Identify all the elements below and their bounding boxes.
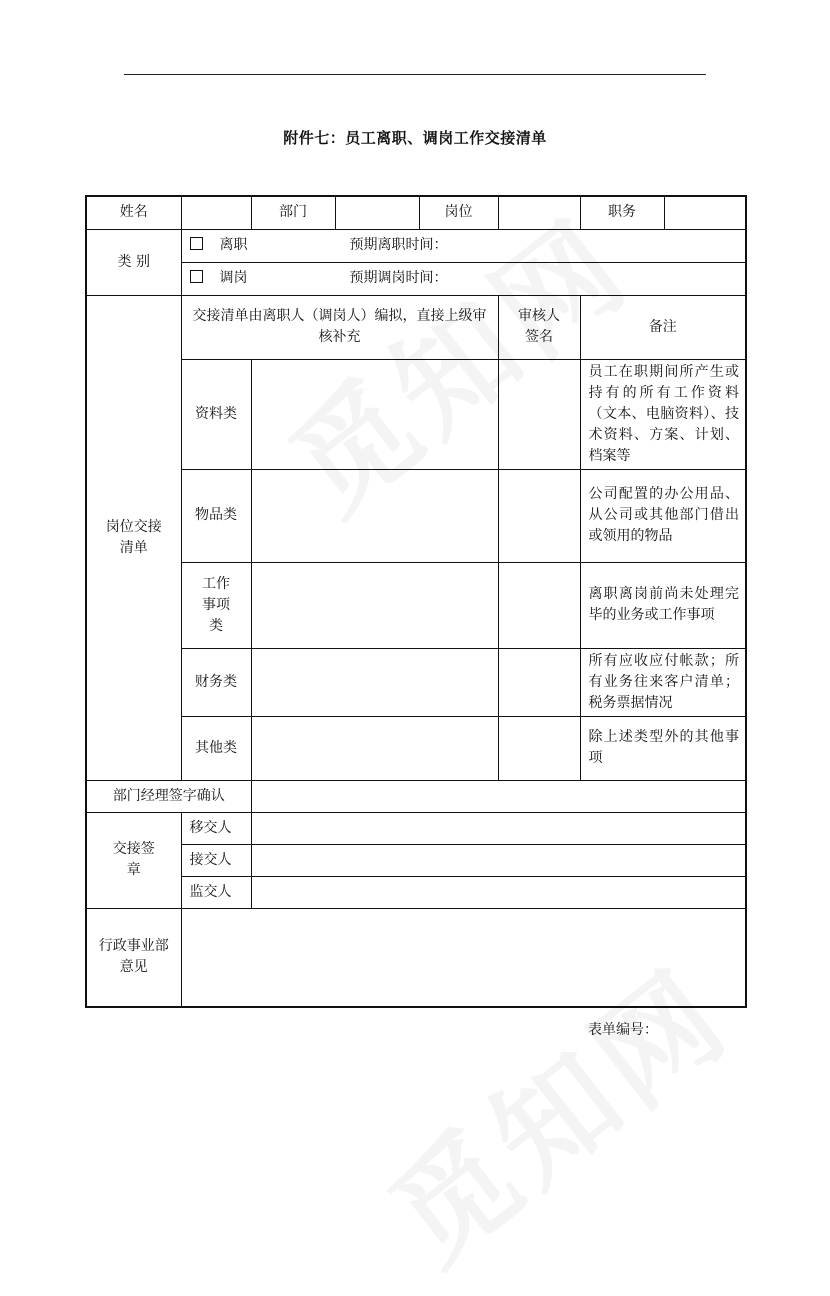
admin-opinion-label: 行政事业部意见 [86, 908, 181, 1007]
materials-reviewer-cell[interactable] [498, 359, 580, 469]
finance-remark: 所有应收应付帐款；所有业务往来客户清单；税务票据情况 [580, 648, 746, 716]
category-other: 其他类 [181, 716, 251, 780]
sign-supervisor-label: 监交人 [181, 876, 251, 908]
handover-form-table [85, 195, 747, 1008]
category-materials: 资料类 [181, 359, 251, 469]
manager-confirm-label: 部门经理签字确认 [86, 780, 251, 812]
duty-field[interactable] [664, 196, 746, 229]
header-rule [124, 74, 706, 75]
category-items: 物品类 [181, 469, 251, 562]
document-title: 附件七：员工离职、调岗工作交接清单 [283, 129, 547, 147]
other-reviewer-cell[interactable] [498, 716, 580, 780]
sign-supervisor-field[interactable] [251, 876, 746, 908]
work-matters-reviewer-cell[interactable] [498, 562, 580, 648]
items-reviewer-cell[interactable] [498, 469, 580, 562]
transfer-option-label: 调岗 [219, 270, 248, 286]
transfer-time-label: 预期调岗时间： [349, 270, 448, 286]
handover-section-label: 岗位交接清单 [86, 295, 181, 780]
category-label: 类 别 [86, 229, 181, 295]
duty-label: 职务 [580, 196, 664, 229]
transfer-checkbox[interactable] [190, 270, 203, 283]
post-field[interactable] [498, 196, 580, 229]
work-matters-remark: 离职离岗前尚未处理完毕的业务或工作事项 [580, 562, 746, 648]
name-label: 姓名 [86, 196, 181, 229]
other-remark: 除上述类型外的其他事项 [580, 716, 746, 780]
post-label: 岗位 [419, 196, 498, 229]
other-content-cell[interactable] [251, 716, 498, 780]
items-remark: 公司配置的办公用品、从公司或其他部门借出或领用的物品 [580, 469, 746, 562]
dept-label: 部门 [251, 196, 335, 229]
category-option-resign [181, 229, 746, 262]
sign-handover-person-field[interactable] [251, 812, 746, 844]
reviewer-header: 审核人签名 [498, 295, 580, 359]
category-finance: 财务类 [181, 648, 251, 716]
finance-reviewer-cell[interactable] [498, 648, 580, 716]
finance-content-cell[interactable] [251, 648, 498, 716]
manager-confirm-field[interactable] [251, 780, 746, 812]
sign-section-label: 交接签章 [86, 812, 181, 908]
category-work-matters: 工作事项类 [181, 562, 251, 648]
work-matters-content-cell[interactable] [251, 562, 498, 648]
admin-opinion-field[interactable] [181, 908, 746, 1007]
sign-handover-person-label: 移交人 [181, 812, 251, 844]
category-option-transfer [181, 262, 746, 295]
resign-checkbox[interactable] [190, 237, 203, 250]
materials-content-cell[interactable] [251, 359, 498, 469]
items-content-cell[interactable] [251, 469, 498, 562]
name-field[interactable] [181, 196, 251, 229]
materials-remark: 员工在职期间所产生或持有的所有工作资料（文本、电脑资料）、技术资料、方案、计划、档案等 [580, 359, 746, 469]
remark-header: 备注 [580, 295, 746, 359]
resign-option-label: 离职 [219, 237, 248, 253]
sign-receiver-label: 接交人 [181, 844, 251, 876]
form-number-label: 表单编号： [588, 1022, 658, 1038]
sign-receiver-field[interactable] [251, 844, 746, 876]
handover-list-header: 交接清单由离职人（调岗人）编拟，直接上级审核补充 [181, 295, 498, 359]
resign-time-label: 预期离职时间： [349, 237, 448, 253]
dept-field[interactable] [335, 196, 419, 229]
